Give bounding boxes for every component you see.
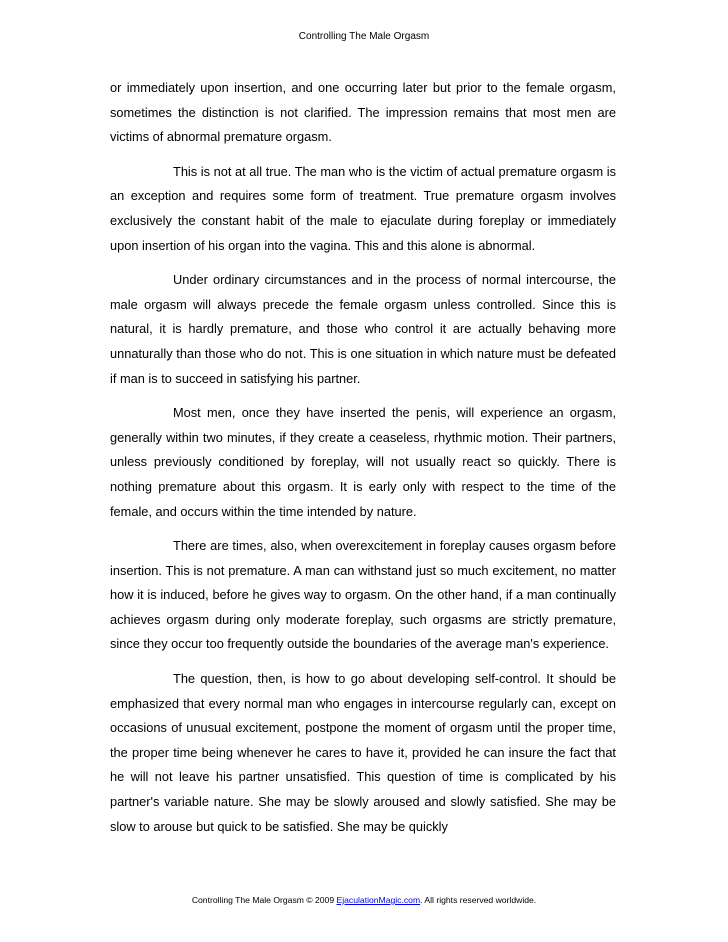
paragraph-2: This is not at all true. The man who is the victim of actual premature orgasm is an exception and requires some form of treatment. True premature orgasm involves exclusively the constant habit of the male to ejaculate during foreplay or immediately upon insertion of his organ into the vagina. This and this alone is abnormal.: [110, 163, 616, 253]
body-text: [110, 76, 616, 839]
paragraph-4: Most men, once they have inserted the penis, will experience an orgasm, generally within two minutes, if they create a ceaseless, rhythmic motion. Their partners, unless previously conditioned by foreplay, will not usually react so quickly. There is nothing premature about this orgasm. It is early only with respect to the time of the female, and occurs within the time intended by nature.: [110, 405, 616, 519]
footer-website-link[interactable]: EjaculationMagic.com: [336, 895, 421, 905]
footer-rights: . All rights reserved worldwide.: [420, 895, 537, 905]
paragraph-1: or immediately upon insertion, and one occurring later but prior to the female orgasm, sometimes the distinction is not clarified. The impression remains that most men are victims of abnormal premature orgasm.: [110, 80, 616, 145]
footer-copyright: Controlling The Male Orgasm © 2009: [191, 895, 337, 905]
paragraph-3: Under ordinary circumstances and in the process of normal intercourse, the male orgasm will always precede the female orgasm unless controlled. Since this is natural, it is hardly premature, and those who control it are actually behaving more unnaturally than those who do not. This is one situation in which nature must be defeated if man is to succeed in satisfying his partner.: [110, 272, 616, 386]
page-header: Controlling The Male Orgasm: [298, 31, 430, 42]
paragraph-6: The question, then, is how to go about developing self-control. It should be emphasized that every normal man who engages in intercourse regularly can, except on occasions of unusual excitement, postpone the moment of orgasm until the proper time, the proper time being whenever he cares to have it, provided he can insure the fact that he will not leave his partner unsatisfied. This question of time is complicated by his partner's variable nature. She may be slowly aroused and slowly satisfied. She may be slow to arouse but quick to be satisfied. She may be quickly: [110, 671, 616, 834]
paragraph-5: There are times, also, when overexcitement in foreplay causes orgasm before insertion. This is not premature. A man can withstand just so much excitement, no matter how it is induced, before he gives way to orgasm. On the other hand, if a man continually achieves orgasm during only moderate foreplay, such orgasms are strictly premature, since they occur too frequently outside the boundaries of the average man's experience.: [110, 538, 616, 652]
page-footer: [0, 895, 728, 906]
